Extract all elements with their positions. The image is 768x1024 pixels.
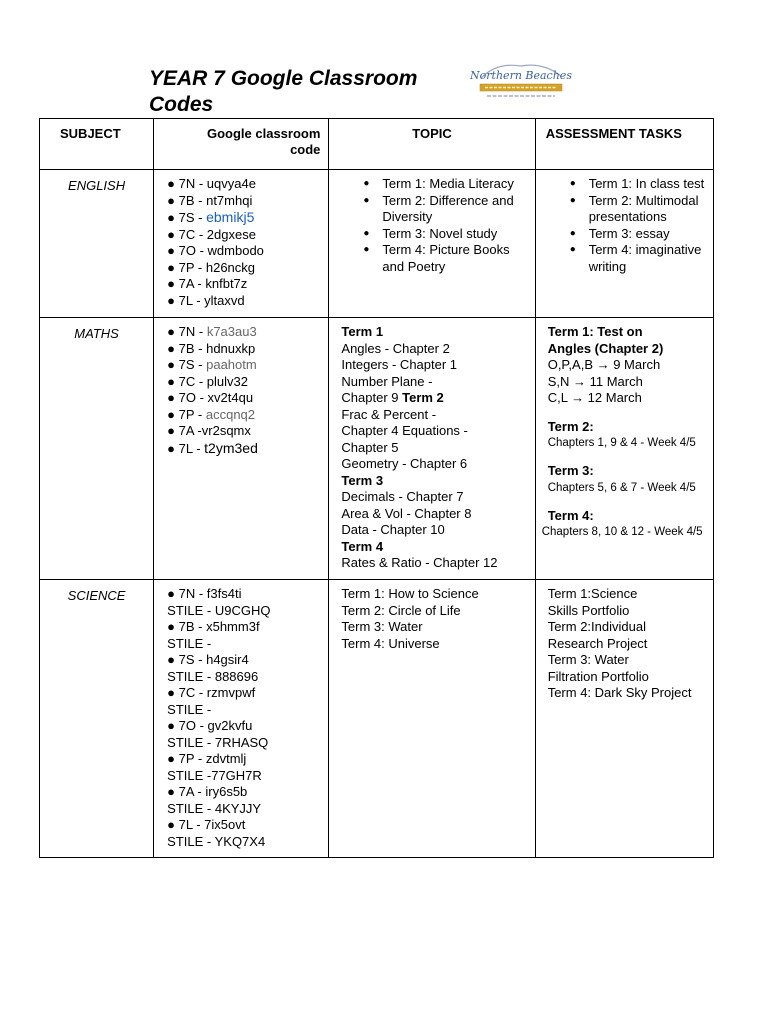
- header-topic: TOPIC: [329, 119, 535, 170]
- term-heading: Term 3: [341, 472, 384, 488]
- topic-item: ● Term 1: Media Literacy: [357, 176, 530, 193]
- class-code: ● 7C - 2dgxese: [167, 226, 256, 242]
- topics-cell: [329, 580, 535, 858]
- topic-item: Rates & Ratio - Chapter 12: [341, 555, 498, 570]
- assessment-date: O,P,A,B → 9 March: [547, 357, 661, 372]
- class-code: ● 7B - nt7mhqi: [167, 192, 253, 208]
- topic-item: Term 3: Water: [341, 619, 423, 634]
- class-code: ● 7S - ebmikj5: [167, 209, 255, 225]
- class-code: ● 7N - f3fs4ti: [167, 586, 242, 601]
- header-subject: SUBJECT: [40, 119, 154, 170]
- page-title: YEAR 7 Google Classroom Codes: [149, 67, 418, 116]
- assessments-cell: [535, 318, 713, 580]
- class-code: ● 7L - yltaxvd: [167, 292, 245, 308]
- assessment-item: ● Term 1: In class test: [564, 176, 709, 193]
- table-header-row: [40, 119, 714, 170]
- assessment-item: Term 3: Water: [547, 652, 629, 667]
- codes-cell: [154, 580, 329, 858]
- class-code: ● 7A -vr2sqmx: [167, 423, 251, 438]
- assessment-item: Term 4: Dark Sky Project: [547, 685, 692, 700]
- topic-item: Area & Vol - Chapter 8: [341, 505, 472, 521]
- class-code: ● 7O - xv2t4qu: [167, 390, 254, 405]
- class-code: ● 7O - gv2kvfu: [167, 718, 253, 733]
- codes-cell: [154, 170, 329, 318]
- table-row-english: [40, 170, 714, 318]
- class-code: ● 7P - h26nckg: [167, 259, 256, 275]
- header-assessment: ASSESSMENT TASKS: [535, 119, 713, 170]
- assessment-item: Term 2:Individual: [547, 619, 646, 634]
- assessment-detail: Chapters 1, 9 & 4 - Week 4/5: [547, 437, 696, 449]
- assessment-heading: Term 3:: [547, 463, 594, 478]
- term-heading: Term 1: [341, 324, 384, 339]
- codes-cell: [154, 318, 329, 580]
- assessment-item: Term 1:Science: [547, 586, 638, 601]
- topic-item: Angles - Chapter 2: [341, 340, 450, 356]
- stile-code: STILE - 7RHASQ: [167, 734, 269, 750]
- assessment-heading: Term 1: Test on: [547, 324, 643, 339]
- topics-cell: [329, 318, 535, 580]
- assessment-heading: Angles (Chapter 2): [547, 340, 664, 356]
- topic-item: Number Plane -: [341, 373, 433, 389]
- class-code: ● 7A - iry6s5b: [167, 784, 248, 799]
- subject-cell: SCIENCE: [40, 580, 154, 858]
- class-code: ● 7N - uqvya4e: [167, 176, 256, 191]
- topic-item: Integers - Chapter 1: [341, 357, 458, 372]
- class-code: ● 7S - paahotm: [167, 357, 257, 372]
- topic-item: Term 2: Circle of Life: [341, 602, 461, 618]
- class-code-link[interactable]: ebmikj5: [206, 209, 255, 225]
- class-code: ● 7C - rzmvpwf: [167, 685, 256, 700]
- class-code: ● 7N - k7a3au3: [167, 324, 257, 339]
- assessment-item: ● Term 4: imaginative writing: [564, 242, 709, 275]
- topic-item: ● Term 3: Novel study: [357, 226, 530, 243]
- subject-cell: MATHS: [40, 318, 154, 580]
- term-heading: Term 4: [341, 538, 384, 554]
- class-code: ● 7L - 7ix5ovt: [167, 817, 246, 832]
- assessment-date: S,N → 11 March: [547, 373, 643, 389]
- stile-code: STILE - U9CGHQ: [167, 602, 271, 618]
- topic-item: ● Term 4: Picture Books and Poetry: [357, 242, 530, 275]
- topic-item: Decimals - Chapter 7: [341, 489, 464, 504]
- assessment-item: ● Term 3: essay: [564, 226, 709, 243]
- subject-cell: ENGLISH: [40, 170, 154, 318]
- topic-item: Chapter 4 Equations -: [341, 423, 468, 438]
- assessment-heading: Term 2:: [547, 418, 594, 434]
- topic-item: Frac & Percent -: [341, 406, 437, 422]
- stile-code: STILE -77GH7R: [167, 767, 262, 783]
- assessments-cell: [535, 580, 713, 858]
- stile-code: STILE - 4KYJJY: [167, 800, 262, 816]
- topic-item: Chapter 9 Term 2: [341, 390, 444, 405]
- assessment-detail: Chapters 5, 6 & 7 - Week 4/5: [547, 481, 696, 494]
- stile-code: STILE - 888696: [167, 668, 259, 684]
- assessment-item: Filtration Portfolio: [547, 668, 649, 684]
- topics-cell: [329, 170, 535, 318]
- topic-item: Chapter 5: [341, 439, 399, 455]
- header-code: Google classroom code: [154, 119, 329, 170]
- class-code: ● 7C - plulv32: [167, 373, 249, 389]
- assessment-detail: Chapters 8, 10 & 12 - Week 4/5: [541, 526, 703, 538]
- assessment-item: Skills Portfolio: [547, 602, 630, 618]
- stile-code: STILE - YKQ7X4: [167, 833, 266, 849]
- stile-code: STILE -: [167, 635, 212, 651]
- class-code: ● 7L - t2ym3ed: [167, 439, 258, 456]
- topic-item: Geometry - Chapter 6: [341, 456, 468, 471]
- assessment-item: Research Project: [547, 635, 648, 651]
- topic-item: Data - Chapter 10: [341, 522, 445, 537]
- class-code: ● 7P - accqnq2: [167, 406, 256, 422]
- topic-item: Term 4: Universe: [341, 635, 440, 651]
- assessment-item: ● Term 2: Multimodal presentations: [564, 193, 709, 226]
- class-code: ● 7O - wdmbodo: [167, 243, 264, 258]
- topic-item: ● Term 2: Difference and Diversity: [357, 193, 530, 226]
- class-code: ● 7P - zdvtmlj: [167, 751, 247, 766]
- class-code: ● 7B - x5hmm3f: [167, 619, 260, 634]
- table-row-science: [40, 580, 714, 858]
- svg-text:Northern Beaches: Northern Beaches: [470, 69, 572, 82]
- class-code: ● 7A - knfbt7z: [167, 276, 248, 291]
- class-code: ● 7B - hdnuxkp: [167, 340, 256, 356]
- classroom-codes-table: [39, 118, 714, 858]
- assessments-cell: [535, 170, 713, 318]
- assessment-heading: Term 4:: [547, 507, 594, 523]
- assessment-date: C,L → 12 March: [547, 390, 642, 405]
- term-heading: Term 2: [402, 390, 444, 405]
- school-logo: [470, 60, 572, 104]
- topic-item: Term 1: How to Science: [341, 586, 479, 601]
- stile-code: STILE -: [167, 701, 212, 717]
- table-row-maths: [40, 318, 714, 580]
- class-code: ● 7S - h4gsir4: [167, 652, 249, 667]
